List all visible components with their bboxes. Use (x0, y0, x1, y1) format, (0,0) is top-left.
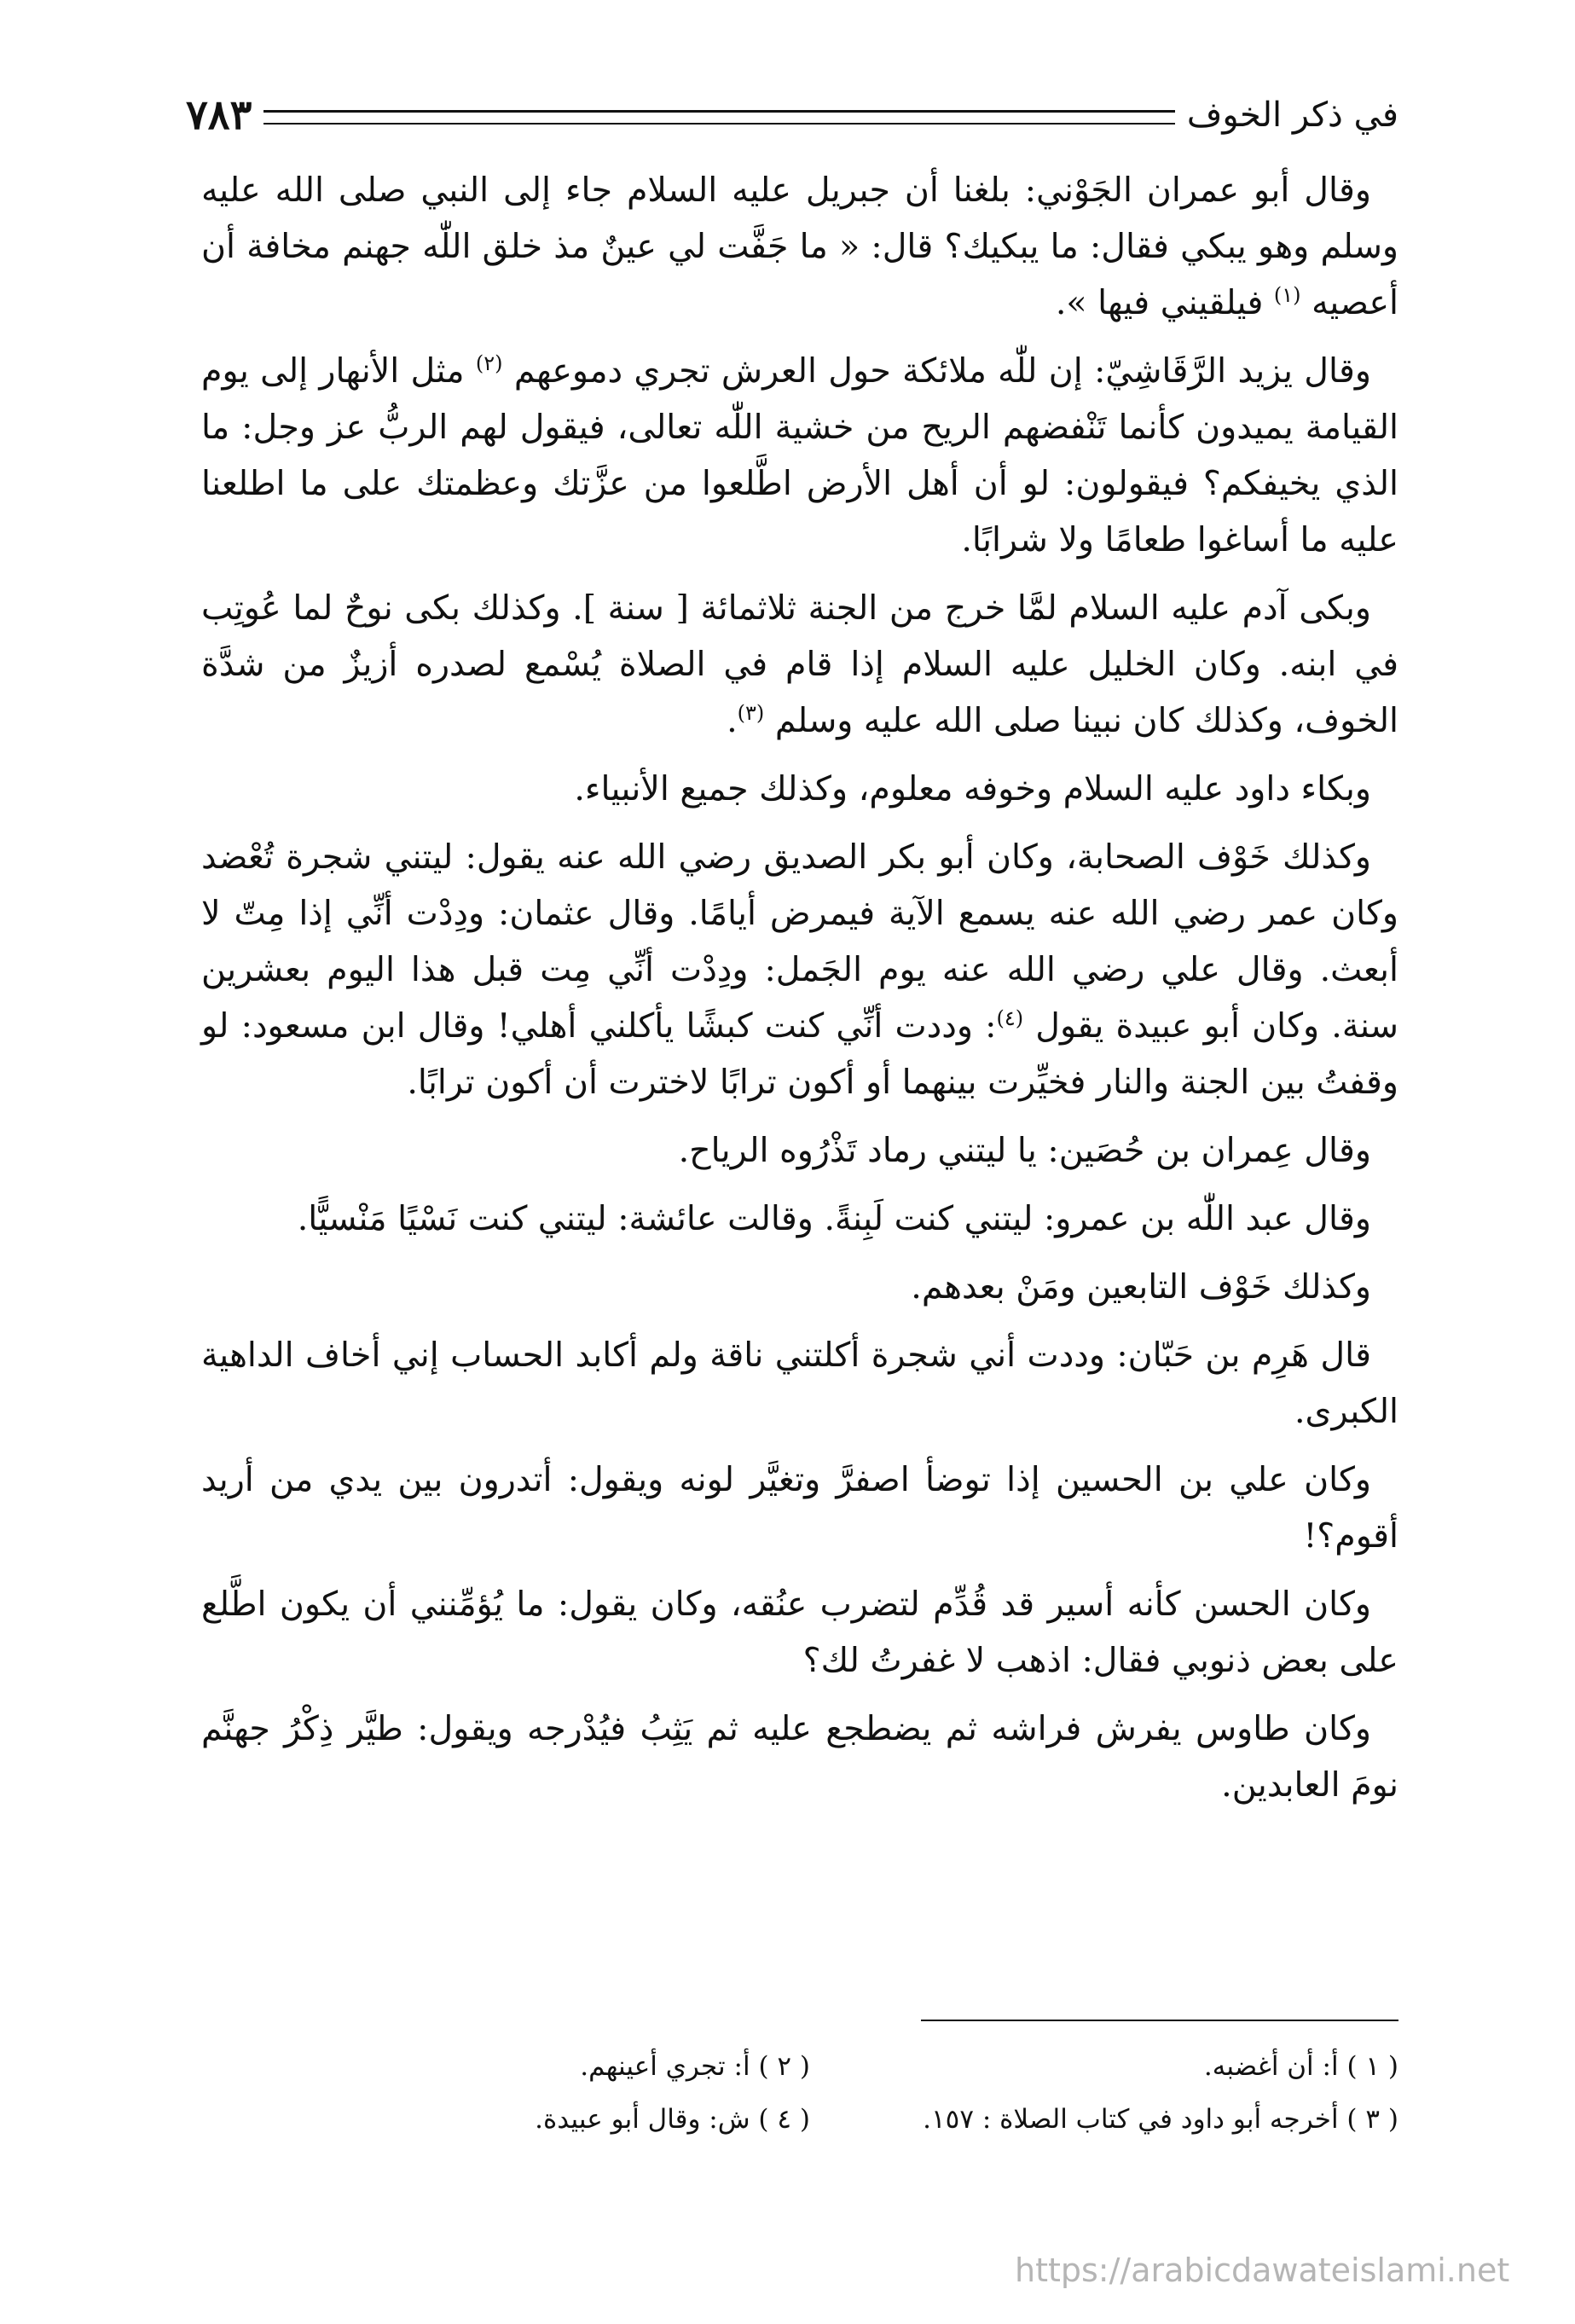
header-rule (263, 110, 1175, 125)
footnote: ( ٤ ) ش: وقال أبو عبيدة. (535, 2104, 810, 2135)
page-number: ٧٨٣ (186, 91, 252, 139)
paragraph: وكذلك خَوْف التابعين ومَنْ بعدهم. (911, 1267, 1371, 1307)
paragraph: وقال عبد اللّٰه بن عمرو: ليتني كنت لَبِنةً. وقالت عائشة: ليتني كنت نَسْيًا مَنْسيًّا. (297, 1199, 1371, 1238)
footnote: ( ٣ ) أخرجه أبو داود في كتاب الصلاة : ١٥٧. (923, 2104, 1398, 2135)
footnotes (256, 2047, 1398, 2139)
footnote-marker: (٢) (475, 351, 503, 375)
footnote-rule (921, 2020, 1398, 2021)
footnote: ( ٢ ) أ: تجري أعينهم. (580, 2051, 810, 2082)
watermark-url: https://arabicdawateislami.net (1015, 2252, 1510, 2289)
paragraph: وكان طاوس يفرش فراشه ثم يضطجع عليه ثم يَثِبُ فيُدْرجه ويقول: طيَّر ذِكْرُ جهنَّم نومَ العابدين. (201, 1709, 1398, 1805)
chapter-title: في ذكر الخوف (1186, 96, 1398, 135)
paragraph: وقال عِمران بن حُصَين: يا ليتني رماد تَذْرُوه الرياح. (678, 1131, 1371, 1170)
paragraph: وبكاء داود عليه السلام وخوفه معلوم، وكذلك جميع الأنبياء. (574, 769, 1371, 808)
footnote: ( ١ ) أ: أن أغضبه. (1203, 2051, 1398, 2082)
footnote-marker: (١) (1273, 282, 1301, 307)
main-text (201, 162, 1398, 1825)
paragraph: قال هَرِم بن حَبّان: وددت أني شجرة أكلتني ناقة ولم أكابد الحساب إني أخاف الداهية الكبرى. (201, 1336, 1398, 1431)
footnote-marker: (٣) (737, 700, 765, 725)
paragraph: وقال يزيد الرَّقَاشِيّ: إن للّٰه ملائكة حول العرش تجري دموعهم $^{(٢)}$ مثل الأنهار إلى يوم القيامة يميدون كأنما تَنْفضهم الريح من خشية اللّٰه تعالى، فيقول لهم الربُّ عز وجل: ما الذي يخيفكم؟ فيقولون: لو أن أهل الأرض اطَّلعوا من عزَّتك وعظمتك على ما اطلعنا عليه ما أساغوا طعامًا ولا شرابًا. (201, 351, 1398, 559)
page-header (186, 85, 1398, 145)
paragraph: وبكى آدم عليه السلام لمَّا خرج من الجنة ثلاثمائة [ سنة ]. وكذلك بكى نوحٌ لما عُوتِب في ابنه. وكان الخليل عليه السلام إذا قام في الصلاة يُسْمع لصدره أزيزٌ من شدَّة الخوف، وكذلك كان نبينا صلى الله عليه وسلم $^{(٣)}$. (201, 588, 1398, 740)
paragraph: وكذلك خَوْف الصحابة، وكان أبو بكر الصديق رضي الله عنه يقول: ليتني شجرة تُعْضد وكان عمر رضي الله عنه يسمع الآية فيمرض أيامًا. وقال عثمان: ودِدْت أنِّي إذا مِتّ لا أبعث. وقال علي رضي الله عنه يوم الجَمل: ودِدْت أنِّي مِت قبل هذا اليوم بعشرين سنة. وكان أبو عبيدة يقول $^{(٤)}$: وددت أنِّي كنت كبشًا يأكلني أهلي! وقال ابن مسعود: لو وقفتُ بين الجنة والنار فخيِّرت بينهما أو أكون ترابًا لاخترت أن أكون ترابًا. (201, 837, 1399, 1102)
paragraph: وكان الحسن كأنه أسير قد قُدِّم لتضرب عنُقه، وكان يقول: ما يُؤمِّنني أن يكون اطَّلع على بعض ذنوبي فقال: اذهب لا غفرتُ لك؟ (201, 1585, 1398, 1680)
footnote-marker: (٤) (996, 1006, 1024, 1030)
paragraph: وقال أبو عمران الجَوْني: بلغنا أن جبريل عليه السلام جاء إلى النبي صلى الله عليه وسلم وهو يبكي فقال: ما يبكيك؟ قال: « ما جَفَّت لي عينٌ مذ خلق اللّٰه جهنم مخافة أن أعصيه $^{(١)}$ فيلقيني فيها ». (201, 171, 1398, 322)
paragraph: وكان علي بن الحسين إذا توضأ اصفرَّ وتغيَّر لونه ويقول: أتدرون بين يدي من أريد أقوم؟! (201, 1460, 1398, 1556)
